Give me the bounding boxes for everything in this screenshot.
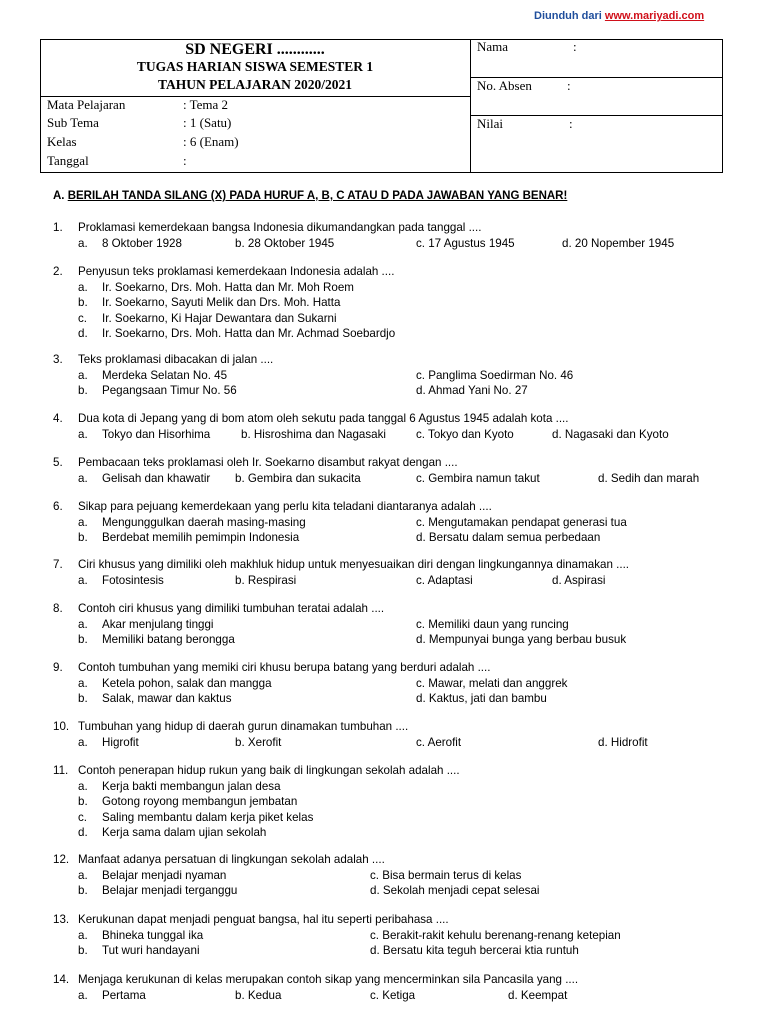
- name-colon: :: [573, 39, 577, 54]
- answer-option[interactable]: b. Gembira dan sukacita: [235, 471, 361, 485]
- option-letter[interactable]: a.: [78, 427, 88, 441]
- option-letter[interactable]: a.: [78, 988, 88, 1002]
- option-letter[interactable]: b.: [78, 384, 88, 397]
- answer-option[interactable]: d. Kaktus, jati dan bambu: [416, 692, 547, 705]
- answer-option[interactable]: d. Nagasaki dan Kyoto: [552, 427, 669, 441]
- question-number: 6.: [53, 500, 63, 513]
- answer-option[interactable]: Kerja bakti membangun jalan desa: [102, 779, 281, 793]
- answer-option[interactable]: 8 Oktober 1928: [102, 236, 182, 250]
- source-credit: [534, 10, 704, 22]
- question-text: Teks proklamasi dibacakan di jalan ....: [78, 353, 274, 366]
- answer-option[interactable]: Mengunggulkan daerah masing-masing: [102, 515, 306, 529]
- question-text: Ciri khusus yang dimiliki oleh makhluk hidup untuk menyesuaikan diri dengan lingkungannya dinamakan ....: [78, 558, 630, 571]
- question-number: 5.: [53, 456, 63, 469]
- option-letter[interactable]: a.: [78, 280, 88, 294]
- meta-label-date: Tanggal: [47, 153, 89, 168]
- question-text: Contoh tumbuhan yang memiki ciri khusu berupa batang yang berduri adalah ....: [78, 661, 491, 674]
- answer-option[interactable]: d. Sedih dan marah: [598, 471, 700, 485]
- option-letter[interactable]: b.: [78, 531, 88, 544]
- answer-option[interactable]: Tokyo dan Hisorhima: [102, 427, 211, 441]
- answer-option[interactable]: Ir. Soekarno, Sayuti Melik dan Drs. Moh. Hatta: [102, 296, 341, 309]
- option-letter[interactable]: a.: [78, 779, 88, 793]
- answer-option[interactable]: d. Ahmad Yani No. 27: [416, 384, 528, 397]
- answer-option[interactable]: c. 17 Agustus 1945: [416, 236, 515, 250]
- header-subtitle-year: TAHUN PELAJARAN 2020/2021: [157, 77, 352, 92]
- option-letter[interactable]: a.: [78, 676, 88, 690]
- answer-option[interactable]: c. Adaptasi: [416, 573, 473, 587]
- question-text: Proklamasi kemerdekaan bangsa Indonesia dikumandangkan pada tanggal ....: [78, 221, 482, 234]
- absence-colon: :: [567, 78, 571, 93]
- question-number: 9.: [53, 661, 63, 674]
- question-number: 8.: [53, 602, 63, 615]
- answer-option[interactable]: d. 20 Nopember 1945: [562, 236, 675, 250]
- answer-option[interactable]: c. Memiliki daun yang runcing: [416, 617, 569, 631]
- answer-option[interactable]: Fotosintesis: [102, 573, 164, 587]
- answer-option[interactable]: Belajar menjadi terganggu: [102, 884, 238, 897]
- question-text: Pembacaan teks proklamasi oleh Ir. Soekarno disambut rakyat dengan ....: [78, 456, 458, 469]
- answer-option[interactable]: d. Aspirasi: [552, 573, 606, 587]
- meta-label-subject: Mata Pelajaran: [47, 97, 126, 112]
- answer-option[interactable]: d. Bersatu dalam semua perbedaan: [416, 531, 601, 544]
- question-text: Tumbuhan yang hidup di daerah gurun dinamakan tumbuhan ....: [78, 720, 409, 733]
- source-prefix: Diunduh dari: [534, 10, 605, 22]
- answer-option[interactable]: Tut wuri handayani: [102, 944, 200, 957]
- option-letter[interactable]: a.: [78, 617, 88, 631]
- question-number: 3.: [53, 353, 63, 366]
- answer-option[interactable]: b. Respirasi: [235, 573, 297, 587]
- answer-option[interactable]: Memiliki batang berongga: [102, 633, 235, 646]
- instruction-prefix: A.: [53, 190, 68, 202]
- question-number: 11.: [53, 764, 69, 777]
- option-letter[interactable]: a.: [78, 735, 88, 749]
- answer-option[interactable]: d. Bersatu kita teguh bercerai ktia runtuh: [370, 944, 579, 957]
- question-number: 12.: [53, 853, 70, 866]
- question-text: Penyusun teks proklamasi kemerdekaan Indonesia adalah ....: [78, 265, 395, 278]
- score-colon: :: [569, 116, 573, 131]
- school-name: SD NEGERI ............: [185, 41, 325, 58]
- option-letter[interactable]: a.: [78, 928, 88, 942]
- answer-option[interactable]: Merdeka Selatan No. 45: [102, 368, 228, 382]
- option-letter[interactable]: d.: [78, 826, 88, 839]
- instruction-text: BERILAH TANDA SILANG (X) PADA HURUF A, B, C ATAU D PADA JAWABAN YANG BENAR!: [67, 190, 568, 202]
- meta-value-class: : 6 (Enam): [183, 134, 239, 149]
- question-number: 1.: [53, 221, 63, 234]
- answer-option[interactable]: c. Mengutamakan pendapat generasi tua: [416, 515, 627, 529]
- answer-option[interactable]: Gotong royong membangun jembatan: [102, 795, 298, 808]
- option-letter[interactable]: b.: [78, 633, 88, 646]
- absence-label: No. Absen: [477, 78, 532, 93]
- section-instruction: [53, 190, 567, 202]
- answer-option[interactable]: Belajar menjadi nyaman: [102, 868, 227, 882]
- answer-option[interactable]: Ketela pohon, salak dan mangga: [102, 676, 272, 690]
- option-letter[interactable]: d.: [78, 327, 88, 340]
- answer-option[interactable]: d. Hidrofit: [598, 735, 648, 749]
- answer-option[interactable]: c. Bisa bermain terus di kelas: [370, 868, 522, 882]
- option-letter[interactable]: b.: [78, 296, 88, 309]
- answer-option[interactable]: b. 28 Oktober 1945: [235, 236, 335, 250]
- answer-option[interactable]: Ir. Soekarno, Ki Hajar Dewantara dan Sukarni: [102, 311, 337, 325]
- answer-option[interactable]: c. Gembira namun takut: [416, 471, 540, 485]
- meta-label-subtheme: Sub Tema: [47, 115, 99, 130]
- answer-option[interactable]: Ir. Soekarno, Drs. Moh. Hatta dan Mr. Achmad Soebardjo: [102, 327, 396, 340]
- option-letter[interactable]: a.: [78, 515, 88, 529]
- option-letter[interactable]: b.: [78, 884, 88, 897]
- header-subtitle-semester: TUGAS HARIAN SISWA SEMESTER 1: [136, 59, 374, 74]
- question-text: Sikap para pejuang kemerdekaan yang perlu kita teladani diantaranya adalah ....: [78, 500, 492, 513]
- question-text: Contoh penerapan hidup rukun yang baik di lingkungan sekolah adalah ....: [78, 764, 460, 777]
- answer-option[interactable]: Bhineka tunggal ika: [102, 928, 204, 942]
- option-letter[interactable]: b.: [78, 692, 88, 705]
- meta-value-date: :: [183, 153, 187, 168]
- answer-option[interactable]: c. Mawar, melati dan anggrek: [416, 676, 568, 690]
- answer-option[interactable]: c. Tokyo dan Kyoto: [416, 427, 514, 441]
- option-letter[interactable]: c.: [78, 810, 88, 824]
- option-letter[interactable]: b.: [78, 944, 88, 957]
- option-letter[interactable]: a.: [78, 573, 88, 587]
- answer-option[interactable]: c. Berakit-rakit kehulu berenang-renang ketepian: [370, 928, 621, 942]
- answer-option[interactable]: Pegangsaan Timur No. 56: [102, 384, 237, 397]
- answer-option[interactable]: Pertama: [102, 988, 146, 1002]
- answer-option[interactable]: Berdebat memilih pemimpin Indonesia: [102, 531, 300, 544]
- question-number: 7.: [53, 558, 63, 571]
- answer-option[interactable]: b. Kedua: [235, 988, 282, 1002]
- answer-option[interactable]: c. Aerofit: [416, 735, 462, 749]
- answer-option[interactable]: Saling membantu dalam kerja piket kelas: [102, 810, 314, 824]
- answer-option[interactable]: c. Panglima Soedirman No. 46: [416, 368, 574, 382]
- option-letter[interactable]: b.: [78, 795, 88, 808]
- answer-option[interactable]: Akar menjulang tinggi: [102, 617, 214, 631]
- option-letter[interactable]: c.: [78, 311, 88, 325]
- question-number: 14.: [53, 973, 70, 986]
- question-text: Kerukunan dapat menjadi penguat bangsa, hal itu seperti peribahasa ....: [78, 913, 449, 926]
- question-number: 10.: [53, 720, 70, 733]
- answer-option[interactable]: Ir. Soekarno, Drs. Moh. Hatta dan Mr. Moh Roem: [102, 280, 354, 294]
- option-letter[interactable]: a.: [78, 368, 88, 382]
- answer-option[interactable]: d. Mempunyai bunga yang berbau busuk: [416, 633, 627, 646]
- answer-option[interactable]: Higrofit: [102, 735, 139, 749]
- meta-value-subtheme: : 1 (Satu): [183, 115, 232, 130]
- question-text: Menjaga kerukunan di kelas merupakan contoh sikap yang mencerminkan sila Pancasila yang ....: [78, 973, 579, 986]
- answer-option[interactable]: b. Hisroshima dan Nagasaki: [241, 427, 386, 441]
- answer-option[interactable]: Gelisah dan khawatir: [102, 471, 211, 485]
- answer-option[interactable]: Salak, mawar dan kaktus: [102, 692, 232, 705]
- option-letter[interactable]: a.: [78, 868, 88, 882]
- answer-option[interactable]: b. Xerofit: [235, 735, 282, 749]
- question-number: 2.: [53, 265, 63, 278]
- option-letter[interactable]: a.: [78, 236, 88, 250]
- meta-value-subject: : Tema 2: [183, 97, 229, 112]
- name-label: Nama: [477, 39, 509, 54]
- answer-option[interactable]: c. Ketiga: [370, 988, 416, 1002]
- answer-option[interactable]: d. Keempat: [508, 988, 568, 1002]
- source-link[interactable]: www.mariyadi.com: [604, 10, 705, 22]
- answer-option[interactable]: d. Sekolah menjadi cepat selesai: [370, 884, 540, 897]
- option-letter[interactable]: a.: [78, 471, 88, 485]
- question-text: Dua kota di Jepang yang di bom atom oleh sekutu pada tanggal 6 Agustus 1945 adalah kota ....: [78, 412, 569, 425]
- question-text: Contoh ciri khusus yang dimiliki tumbuhan teratai adalah ....: [78, 602, 385, 615]
- question-number: 4.: [53, 412, 63, 425]
- meta-label-class: Kelas: [47, 134, 77, 149]
- question-text: Manfaat adanya persatuan di lingkungan sekolah adalah ....: [78, 853, 385, 866]
- answer-option[interactable]: Kerja sama dalam ujian sekolah: [102, 826, 267, 839]
- score-label: Nilai: [477, 116, 503, 131]
- question-number: 13.: [53, 913, 70, 926]
